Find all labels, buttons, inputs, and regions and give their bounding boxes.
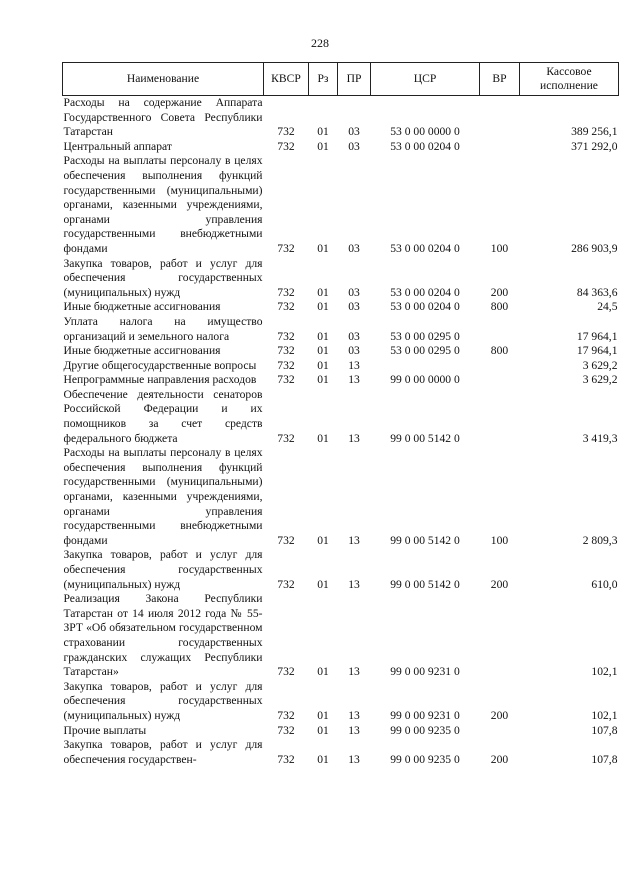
cell-sum: 389 256,1: [571, 125, 618, 139]
cell-csr: 99 0 00 9231 0: [390, 708, 460, 722]
table-header: [63, 63, 619, 96]
table-row: [63, 154, 619, 256]
table-row: [63, 315, 619, 344]
cell-rz: 01: [317, 125, 329, 139]
cell-sum: 102,1: [591, 665, 618, 679]
cell-csr: 99 0 00 5142 0: [390, 577, 460, 591]
cell-name: Иные бюджетные ассигнования: [63, 344, 221, 358]
cell-vr: 200: [490, 577, 509, 591]
header-sum: Кассовое исполнение: [520, 63, 619, 96]
cell-csr: 99 0 00 9235 0: [390, 752, 460, 766]
cell-pr: 03: [348, 139, 360, 153]
header-name: Наименование: [63, 63, 264, 96]
cell-kvsr: 732: [277, 125, 295, 139]
table-row: [63, 344, 619, 359]
cell-pr: 13: [348, 358, 360, 372]
cell-kvsr: 732: [277, 139, 295, 153]
cell-vr: 800: [490, 300, 509, 314]
cell-vr: [480, 724, 520, 739]
cell-kvsr: 732: [277, 241, 295, 255]
table-row: [63, 257, 619, 301]
cell-name: Другие общегосударственные вопросы: [63, 358, 257, 372]
cell-pr: 13: [348, 752, 360, 766]
cell-rz: 01: [317, 344, 329, 358]
header-csr: ЦСР: [371, 63, 480, 96]
cell-name: Закупка товаров, работ и услуг для обеспечения государствен-: [63, 738, 263, 766]
cell-name: Расходы на выплаты персоналу в целях обеспечения выполнения функций государственными (муниципальными) органами, казенными учреждениями, органами управления государственными внебюджетными фондами: [63, 154, 263, 255]
header-pr: ПР: [338, 63, 371, 96]
cell-csr: 53 0 00 0295 0: [390, 329, 460, 343]
cell-vr: [480, 388, 520, 446]
table-row: [63, 140, 619, 155]
cell-pr: 03: [348, 329, 360, 343]
cell-vr: 100: [490, 533, 509, 547]
cell-pr: 13: [348, 665, 360, 679]
cell-vr: 200: [490, 708, 509, 722]
cell-sum: 286 903,9: [571, 241, 618, 255]
cell-pr: 03: [348, 125, 360, 139]
cell-csr: 99 0 00 9231 0: [390, 665, 460, 679]
cell-vr: [480, 373, 520, 388]
page-number: 228: [311, 36, 329, 50]
cell-vr: [480, 592, 520, 680]
cell-name: Реализация Закона Республики Татарстан от 14 июля 2012 года № 55-ЗРТ «Об обязательном государственном страховании государственных гражданских служащих Республики Татарстан»: [63, 592, 263, 679]
cell-sum: 107,8: [591, 723, 618, 737]
budget-table: [62, 62, 619, 767]
cell-rz: 01: [317, 329, 329, 343]
cell-kvsr: 732: [277, 665, 295, 679]
cell-csr: [371, 359, 480, 374]
cell-sum: 84 363,6: [576, 285, 618, 299]
cell-csr: 99 0 00 5142 0: [390, 431, 460, 445]
cell-pr: 03: [348, 241, 360, 255]
cell-rz: 01: [317, 358, 329, 372]
cell-rz: 01: [317, 241, 329, 255]
cell-rz: 01: [317, 431, 329, 445]
cell-sum: 3 629,2: [582, 373, 618, 387]
cell-kvsr: 732: [277, 300, 295, 314]
cell-kvsr: 732: [277, 431, 295, 445]
cell-vr: 200: [490, 752, 509, 766]
table-body: [63, 96, 619, 768]
cell-kvsr: 732: [277, 723, 295, 737]
cell-pr: 03: [348, 344, 360, 358]
cell-vr: [480, 315, 520, 344]
table-row: [63, 300, 619, 315]
cell-csr: 99 0 00 5142 0: [390, 533, 460, 547]
cell-kvsr: 732: [277, 285, 295, 299]
cell-name: Закупка товаров, работ и услуг для обеспечения государственных (муниципальных) нужд: [63, 548, 263, 591]
cell-pr: 03: [348, 285, 360, 299]
cell-vr: 200: [490, 285, 509, 299]
cell-sum: 2 809,3: [582, 533, 618, 547]
cell-rz: 01: [317, 577, 329, 591]
cell-name: Прочие выплаты: [63, 723, 147, 737]
table-row: [63, 738, 619, 767]
cell-csr: 53 0 00 0204 0: [390, 139, 460, 153]
cell-pr: 13: [348, 723, 360, 737]
cell-rz: 01: [317, 708, 329, 722]
cell-rz: 01: [317, 285, 329, 299]
table-row: [63, 592, 619, 680]
cell-rz: 01: [317, 752, 329, 766]
cell-name: Уплата налога на имущество организаций и земельного налога: [63, 314, 263, 343]
cell-name: Обеспечение деятельности сенаторов Российской Федерации и их помощников за счет средств федерального бюджета: [63, 387, 263, 445]
cell-pr: 03: [348, 300, 360, 314]
cell-csr: 53 0 00 0000 0: [390, 125, 460, 139]
cell-csr: 99 0 00 9235 0: [390, 723, 460, 737]
cell-sum: 24,5: [597, 300, 618, 314]
cell-vr: [480, 96, 520, 140]
cell-sum: 610,0: [591, 577, 618, 591]
cell-sum: 17 964,1: [576, 344, 618, 358]
cell-pr: 13: [348, 533, 360, 547]
cell-vr: 100: [490, 241, 509, 255]
cell-csr: 53 0 00 0204 0: [390, 241, 460, 255]
cell-name: Центральный аппарат: [63, 139, 172, 153]
table-row: [63, 388, 619, 446]
cell-rz: 01: [317, 300, 329, 314]
cell-sum: 3 629,2: [582, 358, 618, 372]
cell-sum: 102,1: [591, 708, 618, 722]
header-vr: ВР: [480, 63, 520, 96]
cell-csr: 99 0 00 0000 0: [390, 373, 460, 387]
cell-name: Расходы на выплаты персоналу в целях обеспечения выполнения функций государственными (муниципальными) органами, казенными учреждениями, органами управления государственными внебюджетными фондами: [63, 446, 263, 547]
cell-sum: 371 292,0: [571, 139, 618, 153]
cell-csr: 53 0 00 0204 0: [390, 300, 460, 314]
cell-csr: 53 0 00 0295 0: [390, 344, 460, 358]
cell-rz: 01: [317, 723, 329, 737]
cell-name: Непрограммные направления расходов: [63, 373, 257, 387]
cell-pr: 13: [348, 708, 360, 722]
cell-sum: 17 964,1: [576, 329, 618, 343]
cell-name: Иные бюджетные ассигнования: [63, 300, 221, 314]
cell-kvsr: 732: [277, 533, 295, 547]
cell-rz: 01: [317, 139, 329, 153]
cell-name: Расходы на содержание Аппарата Государственного Совета Республики Татарстан: [63, 96, 263, 139]
cell-csr: 53 0 00 0204 0: [390, 285, 460, 299]
table-row: [63, 548, 619, 592]
table-row: [63, 359, 619, 374]
cell-sum: 3 419,3: [582, 431, 618, 445]
cell-name: Закупка товаров, работ и услуг для обеспечения государственных (муниципальных) нужд: [63, 679, 263, 722]
table-row: [63, 446, 619, 548]
cell-rz: 01: [317, 373, 329, 387]
table-row: [63, 373, 619, 388]
table-row: [63, 680, 619, 724]
header-kvsr: КВСР: [264, 63, 309, 96]
cell-vr: [480, 140, 520, 155]
cell-pr: 13: [348, 431, 360, 445]
cell-rz: 01: [317, 533, 329, 547]
cell-kvsr: 732: [277, 752, 295, 766]
cell-kvsr: 732: [277, 344, 295, 358]
table-row: [63, 96, 619, 140]
cell-pr: 13: [348, 577, 360, 591]
cell-kvsr: 732: [277, 708, 295, 722]
header-rz: Рз: [309, 63, 338, 96]
cell-vr: [480, 359, 520, 374]
cell-kvsr: 732: [277, 358, 295, 372]
cell-vr: 800: [490, 344, 509, 358]
cell-kvsr: 732: [277, 329, 295, 343]
cell-name: Закупка товаров, работ и услуг для обеспечения государственных (муниципальных) нужд: [63, 256, 263, 299]
cell-sum: 107,8: [591, 752, 618, 766]
cell-rz: 01: [317, 665, 329, 679]
table-row: [63, 724, 619, 739]
cell-kvsr: 732: [277, 577, 295, 591]
cell-kvsr: 732: [277, 373, 295, 387]
cell-pr: 13: [348, 373, 360, 387]
